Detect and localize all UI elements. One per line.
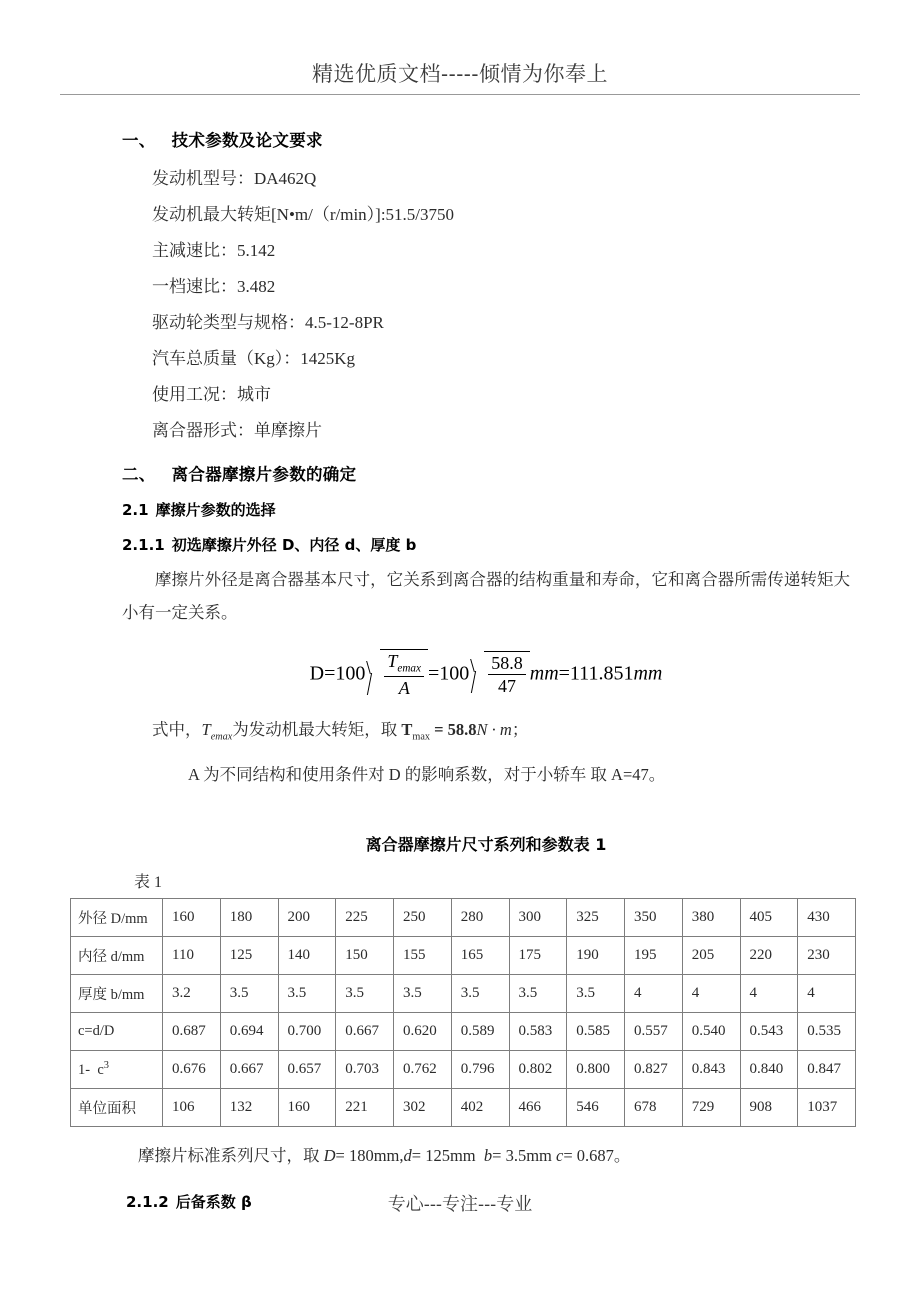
param-engine-model: 发动机型号：DA462Q xyxy=(152,169,317,188)
cell-c-0: 0.687 xyxy=(163,1013,221,1051)
cell-id-2: 140 xyxy=(278,937,336,975)
cell-od-10: 405 xyxy=(740,899,798,937)
cell-id-9: 205 xyxy=(682,937,740,975)
cell-ua-5: 402 xyxy=(451,1089,509,1127)
section-2-1-2-title: 后备系数 β xyxy=(175,1193,252,1212)
formula-block xyxy=(122,649,850,701)
cell-c3-6: 0.802 xyxy=(509,1051,567,1089)
technical-parameter-list xyxy=(122,161,850,449)
torque-symbol: T xyxy=(387,651,398,671)
cell-c3-2: 0.657 xyxy=(278,1051,336,1089)
cell-c3-4: 0.762 xyxy=(394,1051,452,1089)
friction-plate-parameter-table xyxy=(70,898,856,1127)
formula-coefficient-2: 100 xyxy=(439,662,470,685)
cell-c3-9: 0.843 xyxy=(682,1051,740,1089)
section-2-number: 二、 xyxy=(122,465,156,484)
cell-id-0: 110 xyxy=(163,937,221,975)
param-operating-condition: 使用工况：城市 xyxy=(152,385,271,404)
cell-id-8: 195 xyxy=(625,937,683,975)
cell-c-2: 0.700 xyxy=(278,1013,336,1051)
table-row xyxy=(71,1089,856,1127)
cell-id-1: 125 xyxy=(220,937,278,975)
cell-c-10: 0.543 xyxy=(740,1013,798,1051)
row-label-thickness: 厚度 b/mm xyxy=(71,975,163,1013)
cell-th-6: 3.5 xyxy=(509,975,567,1013)
cell-od-1: 180 xyxy=(220,899,278,937)
closing-D-value: = 180mm, xyxy=(335,1146,404,1166)
cell-c-3: 0.667 xyxy=(336,1013,394,1051)
header-title: 精选优质文档-----倾情为你奉上 xyxy=(312,62,608,86)
cell-ua-11: 1037 xyxy=(798,1089,856,1127)
cell-id-3: 150 xyxy=(336,937,394,975)
cell-th-9: 4 xyxy=(682,975,740,1013)
cell-id-4: 155 xyxy=(394,937,452,975)
cell-od-5: 280 xyxy=(451,899,509,937)
param-first-gear-ratio: 一档速比：3.482 xyxy=(152,277,276,296)
closing-end: 。 xyxy=(613,1146,631,1166)
note-1-symbol-2-subscript: max xyxy=(412,731,430,743)
cell-od-3: 225 xyxy=(336,899,394,937)
radical-sign-1 xyxy=(365,649,428,698)
cell-c-7: 0.585 xyxy=(567,1013,625,1051)
cell-th-2: 3.5 xyxy=(278,975,336,1013)
param-drive-wheel-spec: 驱动轮类型与规格：4.5-12-8PR xyxy=(152,313,384,332)
table-row xyxy=(71,937,856,975)
cell-c3-10: 0.840 xyxy=(740,1051,798,1089)
closing-c-label: c xyxy=(556,1146,564,1166)
formula-equals-1: = xyxy=(427,662,440,685)
cell-od-2: 200 xyxy=(278,899,336,937)
cell-od-11: 430 xyxy=(798,899,856,937)
body-paragraph: 摩擦片外径是离合器基本尺寸，它关系到离合器的结构重量和寿命，它和离合器所需传递转矩大小有一定关系。 xyxy=(122,570,850,622)
cell-id-6: 175 xyxy=(509,937,567,975)
cell-c-9: 0.540 xyxy=(682,1013,740,1051)
cell-id-10: 220 xyxy=(740,937,798,975)
closing-c-value: = 0.687 xyxy=(563,1146,614,1166)
section-1-title: 技术参数及论文要求 xyxy=(171,131,323,150)
row-label-one-minus-c-cubed: 1- $c^3$ xyxy=(71,1051,163,1089)
closing-d-label: d xyxy=(403,1146,412,1166)
note-1-prefix: 式中， xyxy=(152,720,202,739)
cell-th-8: 4 xyxy=(625,975,683,1013)
closing-D-label: D xyxy=(323,1146,336,1166)
note-1-unit: N · m xyxy=(476,720,512,739)
radicand-1 xyxy=(380,649,428,698)
footer-text: 专心---专注---专业 xyxy=(387,1194,533,1215)
fraction-1 xyxy=(384,651,424,698)
row-label-c-ratio: c=d/D xyxy=(71,1013,163,1051)
section-2-heading xyxy=(122,461,850,485)
section-2-1-1-title: 初选摩擦片外径 D、内径 d、厚度 b xyxy=(171,536,417,554)
note-1-value: = 58.8 xyxy=(434,720,477,739)
formula-note-1 xyxy=(122,715,850,752)
cell-ua-0: 106 xyxy=(163,1089,221,1127)
cell-c3-5: 0.796 xyxy=(451,1051,509,1089)
section-2-1-2-number: 2.1.2 xyxy=(126,1193,169,1212)
table-row xyxy=(71,1013,856,1051)
closing-d-value: = 125mm xyxy=(411,1146,476,1166)
note-1-middle: 为发动机最大转矩，取 xyxy=(232,720,398,739)
closing-b-value: = 3.5mm xyxy=(492,1146,552,1166)
cell-th-3: 3.5 xyxy=(336,975,394,1013)
cell-th-7: 3.5 xyxy=(567,975,625,1013)
cell-th-4: 3.5 xyxy=(394,975,452,1013)
section-2-title: 离合器摩擦片参数的确定 xyxy=(171,465,357,484)
cell-th-0: 3.2 xyxy=(163,975,221,1013)
cell-od-0: 160 xyxy=(163,899,221,937)
cell-od-9: 380 xyxy=(682,899,740,937)
formula-note-2: A 为不同结构和使用条件对 D 的影响系数，对于小轿车 取 A=47。 xyxy=(188,765,666,785)
cell-c-11: 0.535 xyxy=(798,1013,856,1051)
row-label-outer-diameter: 外径 D/mm xyxy=(71,899,163,937)
cell-ua-4: 302 xyxy=(394,1089,452,1127)
cell-ua-7: 546 xyxy=(567,1089,625,1127)
cell-c3-7: 0.800 xyxy=(567,1051,625,1089)
cell-c3-1: 0.667 xyxy=(220,1051,278,1089)
diameter-formula xyxy=(310,649,663,698)
cell-od-4: 250 xyxy=(394,899,452,937)
torque-subscript: emax xyxy=(397,662,421,675)
table-row xyxy=(71,975,856,1013)
radical-sign-2 xyxy=(469,651,530,696)
document-content xyxy=(60,95,860,1212)
document-footer xyxy=(0,1190,920,1216)
closing-statement xyxy=(122,1141,850,1171)
fraction-2 xyxy=(488,653,526,696)
table-body xyxy=(71,899,856,1127)
cell-ua-8: 678 xyxy=(625,1089,683,1127)
row-label-inner-diameter: 内径 d/mm xyxy=(71,937,163,975)
cell-c-8: 0.557 xyxy=(625,1013,683,1051)
formula-lhs: D= xyxy=(309,662,336,685)
cell-c3-0: 0.676 xyxy=(163,1051,221,1089)
formula-unit-1: mm xyxy=(529,662,559,685)
cell-od-8: 350 xyxy=(625,899,683,937)
fraction-2-denominator: 47 xyxy=(498,676,516,697)
note-1-symbol-2: T xyxy=(401,720,413,739)
cell-c3-3: 0.703 xyxy=(336,1051,394,1089)
note-1-end: ； xyxy=(511,720,529,739)
note-1-symbol-subscript: emax xyxy=(210,731,233,743)
cell-ua-3: 221 xyxy=(336,1089,394,1127)
cell-ua-9: 729 xyxy=(682,1089,740,1127)
param-clutch-type: 离合器形式：单摩擦片 xyxy=(152,421,322,440)
formula-result-unit: mm xyxy=(633,662,663,685)
cell-c-5: 0.589 xyxy=(451,1013,509,1051)
document-header xyxy=(60,0,860,88)
param-engine-max-torque: 发动机最大转矩[N•m/（r/min）]:51.5/3750 xyxy=(152,205,455,224)
fraction-1-numerator xyxy=(384,651,424,677)
section-2-1-1-heading xyxy=(122,534,850,555)
fraction-2-numerator: 58.8 xyxy=(488,653,526,675)
cell-c-4: 0.620 xyxy=(394,1013,452,1051)
radicand-2 xyxy=(484,651,530,696)
section-2-1-number: 2.1 xyxy=(122,501,149,519)
cell-ua-1: 132 xyxy=(220,1089,278,1127)
table-title: 离合器摩擦片尺寸系列和参数表 1 xyxy=(365,835,607,855)
cell-th-10: 4 xyxy=(740,975,798,1013)
fraction-1-denominator: A xyxy=(398,678,410,699)
cell-th-5: 3.5 xyxy=(451,975,509,1013)
table-caption: 表 1 xyxy=(134,874,163,892)
cell-id-11: 230 xyxy=(798,937,856,975)
section-1-heading xyxy=(122,127,850,151)
cell-ua-2: 160 xyxy=(278,1089,336,1127)
cell-id-7: 190 xyxy=(567,937,625,975)
formula-equals-2: = xyxy=(558,662,570,685)
section-2-1-heading xyxy=(122,499,850,520)
row-label-unit-area: 单位面积 xyxy=(71,1089,163,1127)
closing-b-label: b xyxy=(483,1146,493,1166)
table-row xyxy=(71,899,856,937)
formula-result: 111.851 xyxy=(569,662,634,685)
cell-ua-6: 466 xyxy=(509,1089,567,1127)
cell-th-11: 4 xyxy=(798,975,856,1013)
cell-c-6: 0.583 xyxy=(509,1013,567,1051)
cell-th-1: 3.5 xyxy=(220,975,278,1013)
cell-c3-11: 0.847 xyxy=(798,1051,856,1089)
param-final-drive-ratio: 主减速比：5.142 xyxy=(152,241,276,260)
section-1-number: 一、 xyxy=(122,131,156,150)
cell-id-5: 165 xyxy=(451,937,509,975)
section-2-1-1-number: 2.1.1 xyxy=(122,536,165,554)
cell-od-6: 300 xyxy=(509,899,567,937)
closing-prefix: 摩擦片标准系列尺寸，取 xyxy=(138,1146,320,1166)
note-1-symbol: T xyxy=(201,720,211,739)
param-total-mass: 汽车总质量（Kg）：1425Kg xyxy=(152,349,356,368)
cell-od-7: 325 xyxy=(567,899,625,937)
cell-ua-10: 908 xyxy=(740,1089,798,1127)
table-row xyxy=(71,1051,856,1089)
formula-coefficient-1: 100 xyxy=(335,662,366,685)
section-2-1-title: 摩擦片参数的选择 xyxy=(155,501,276,519)
cell-c-1: 0.694 xyxy=(220,1013,278,1051)
cell-c3-8: 0.827 xyxy=(625,1051,683,1089)
